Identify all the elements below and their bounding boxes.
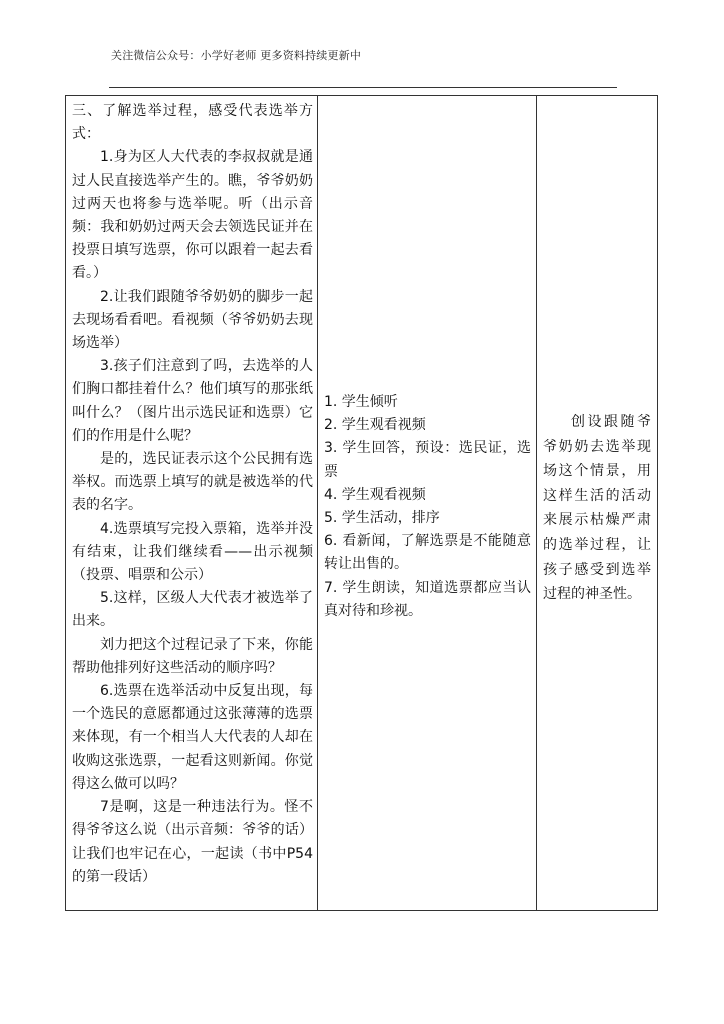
- design-intent-cell: [537, 96, 657, 910]
- student-item-3: 3. 学生回答，预设：选民证，选票: [324, 440, 531, 480]
- header-divider: [109, 87, 617, 88]
- paragraph-step-3-answer: 是的，选民证表示这个公民拥有选举权。而选票上填写的就是被选举的代表的名字。: [72, 451, 313, 514]
- student-item-1: 1. 学生倾听: [324, 394, 398, 410]
- student-item-4: 4. 学生观看视频: [324, 486, 426, 503]
- student-item-6: 6. 看新闻，了解选票是不能随意转让出售的。: [324, 533, 531, 573]
- lesson-table: [65, 95, 658, 911]
- paragraph-step-1: 1.身为区人大代表的李叔叔就是通过人民直接选举产生的。瞧，爷爷奶奶过两天也将参与选举呢。听（出示音频：我和奶奶过两天会去领选民证并在投票日填写选票，你可以跟着一起去看看。）: [72, 149, 313, 282]
- header-note: 关注微信公众号：小学好老师 更多资料持续更新中: [111, 49, 362, 62]
- paragraph-step-4: 4.选票填写完投入票箱，选举并没有结束，让我们继续看——出示视频（投票、唱票和公示）: [72, 520, 313, 584]
- student-item-2: 2. 学生观看视频: [324, 417, 426, 434]
- paragraph-step-5: 5.这样，区级人大代表才被选举了出来。: [72, 590, 313, 630]
- student-activity-cell: [318, 96, 537, 910]
- section-heading: 三、了解选举过程，感受代表选举方式：: [72, 103, 313, 143]
- paragraph-step-5-task: 刘力把这个过程记录了下来，你能帮助他排列好这些活动的顺序吗？: [72, 636, 313, 676]
- student-item-5: 5. 学生活动，排序: [324, 510, 440, 527]
- paragraph-step-6: 6.选票在选举活动中反复出现，每一个选民的意愿都通过这张薄薄的选票来体现，有一个相当人大代表的人却在收购这张选票，一起看这则新闻。你觉得这么做可以吗？: [72, 683, 313, 792]
- student-item-7: 7. 学生朗读，知道选票都应当认真对待和珍视。: [324, 579, 531, 619]
- design-intent-text: 创设跟随爷爷奶奶去选举现场这个情景，用这样生活的活动来展示枯燥严肃的选举过程，让孩子感受到选举过程的神圣性。: [543, 414, 651, 603]
- paragraph-step-3: 3.孩子们注意到了吗，去选举的人们胸口都挂着什么？他们填写的那张纸叫什么？（图片出示选民证和选票）它们的作用是什么呢？: [72, 358, 313, 444]
- paragraph-step-2: 2.让我们跟随爷爷奶奶的脚步一起去现场看看吧。看视频（爷爷奶奶去现场选举）: [72, 288, 313, 352]
- paragraph-step-7: 7是啊，这是一种违法行为。怪不得爷爷这么说（出示音频：爷爷的话）让我们也牢记在心，一起读（书中P54的第一段话）: [72, 799, 313, 885]
- teacher-activity-cell: [66, 96, 318, 910]
